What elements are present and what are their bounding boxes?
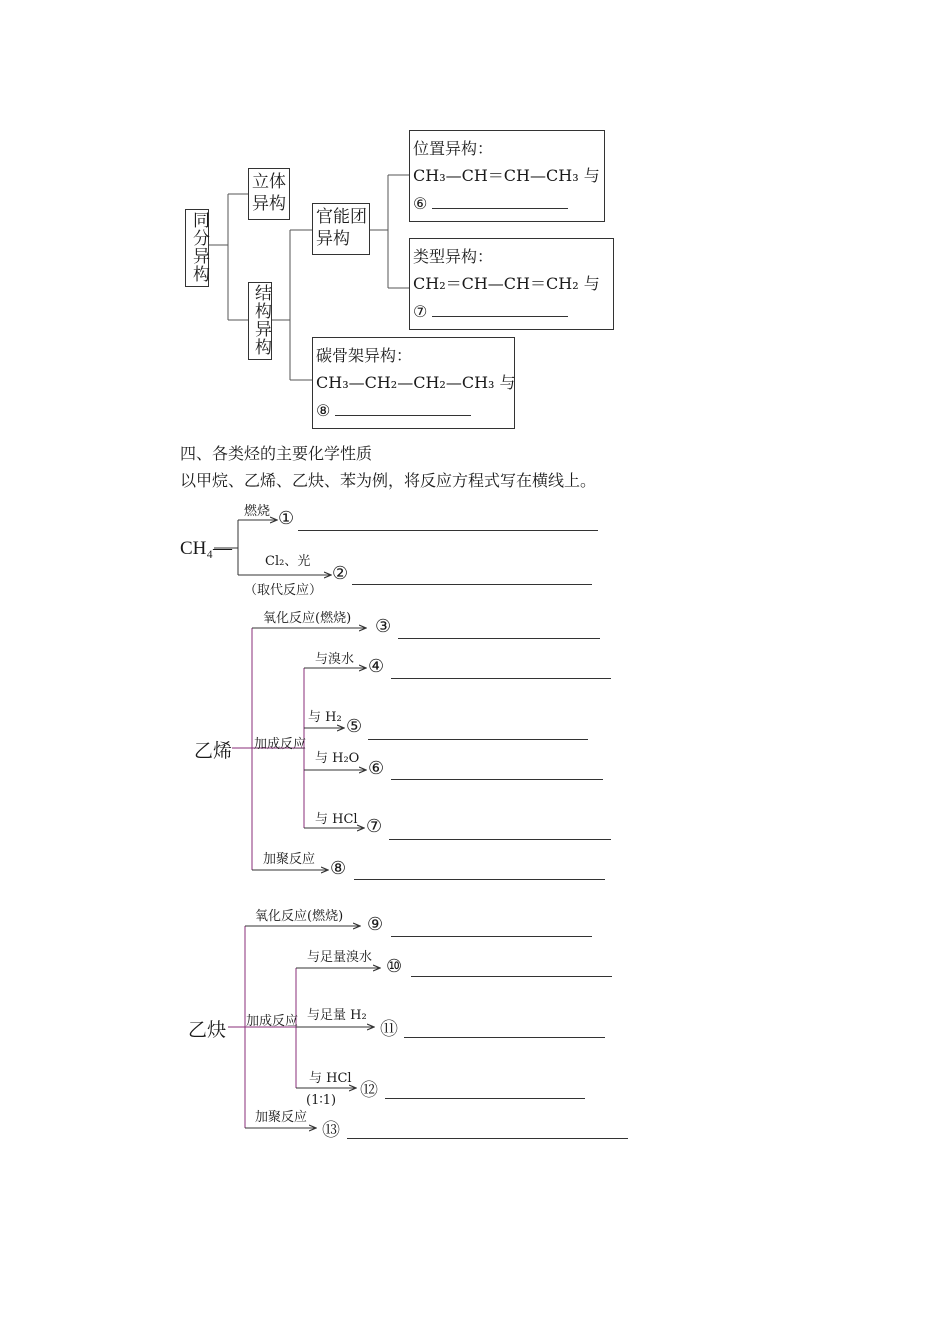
- ethylene-addition-label: 加成反应: [254, 737, 307, 752]
- carbon-skeleton-isomer-box: [312, 337, 515, 429]
- type-isomer-title: 类型异构：: [413, 247, 494, 266]
- type-isomer-marker: ⑦: [413, 302, 428, 321]
- acetylene-polymer-blank[interactable]: [347, 1124, 628, 1139]
- acetylene-oxidation-marker: ⑨: [367, 914, 384, 935]
- acetylene-bromine-label: 与足量溴水: [307, 950, 373, 965]
- ethylene-bromine-blank[interactable]: [391, 664, 611, 679]
- functional-isomer-box: [312, 203, 370, 255]
- acetylene-bromine-marker: ⑩: [386, 956, 403, 977]
- acetylene-h2-marker: ⑪: [380, 1019, 398, 1040]
- ethylene-bromine-marker: ④: [368, 656, 385, 677]
- carbon-skeleton-isomer-answer-row: [316, 401, 471, 420]
- type-isomer-answer-blank[interactable]: [432, 302, 568, 317]
- ethylene-polymer-marker: ⑧: [330, 858, 347, 879]
- stereo-isomer-box: [248, 168, 290, 220]
- type-isomer-formula: CH₂＝CH—CH＝CH₂: [413, 274, 579, 293]
- acetylene-polymer-marker: ⑬: [322, 1120, 340, 1141]
- ethylene-hcl-blank[interactable]: [389, 825, 611, 840]
- position-isomer-title: 位置异构：: [413, 139, 494, 158]
- ethylene-h2o-marker: ⑥: [368, 758, 385, 779]
- acetylene-oxidation-label: 氧化反应(燃烧): [255, 909, 344, 924]
- ethylene-oxidation-blank[interactable]: [398, 624, 600, 639]
- type-isomer-connector: 与: [583, 274, 600, 293]
- acetylene-hcl-marker: ⑫: [360, 1080, 378, 1101]
- position-isomer-box: [409, 130, 605, 222]
- structural-isomer-box: [248, 282, 272, 360]
- carbon-skeleton-isomer-formula-row: [316, 370, 516, 393]
- acetylene-hcl-ratio: (1∶1): [306, 1093, 337, 1108]
- methane-substitution-marker: ②: [332, 563, 349, 584]
- ethylene-h2o-label: 与 H₂O: [315, 751, 360, 766]
- acetylene-oxidation-blank[interactable]: [391, 922, 592, 937]
- carbon-skeleton-isomer-marker: ⑧: [316, 401, 331, 420]
- acetylene-h2-blank[interactable]: [404, 1023, 605, 1038]
- ethylene-oxidation-label: 氧化反应(燃烧): [263, 611, 352, 626]
- position-isomer-connector: 与: [583, 166, 600, 185]
- ethylene-oxidation-marker: ③: [375, 616, 392, 637]
- acetylene-bromine-blank[interactable]: [411, 962, 612, 977]
- acetylene-hcl-label: 与 HCl: [309, 1071, 352, 1086]
- position-isomer-answer-blank[interactable]: [432, 194, 568, 209]
- position-isomer-answer-row: [413, 194, 568, 213]
- acetylene-polymer-label: 加聚反应: [255, 1110, 308, 1125]
- isomer-root-label: 同分异构: [189, 211, 209, 283]
- methane-combustion-marker: ①: [278, 508, 295, 529]
- ethylene-root: 乙烯: [194, 740, 233, 762]
- structural-isomer-label: 结构异构: [251, 284, 271, 356]
- section-heading: 四、各类烃的主要化学性质: [180, 444, 373, 463]
- type-isomer-box: [409, 238, 614, 330]
- acetylene-root: 乙炔: [188, 1019, 227, 1041]
- methane-substitution-note: （取代反应）: [244, 583, 323, 598]
- functional-isomer-label: 官能团异构: [316, 207, 367, 249]
- ethylene-polymer-blank[interactable]: [354, 865, 605, 880]
- ethylene-h2-marker: ⑤: [346, 716, 363, 737]
- methane-root: CH₄—: [180, 538, 233, 559]
- methane-combustion-label: 燃烧: [244, 504, 271, 519]
- section-instruction: 以甲烷、乙烯、乙炔、苯为例，将反应方程式写在横线上。: [180, 471, 597, 490]
- position-isomer-formula: CH₃—CH＝CH—CH₃: [413, 166, 579, 185]
- type-isomer-answer-row: [413, 302, 568, 321]
- type-isomer-formula-row: [413, 271, 600, 294]
- position-isomer-marker: ⑥: [413, 194, 428, 213]
- carbon-skeleton-isomer-formula: CH₃—CH₂—CH₂—CH₃: [316, 373, 495, 392]
- methane-substitution-blank[interactable]: [352, 570, 592, 585]
- acetylene-addition-label: 加成反应: [246, 1014, 299, 1029]
- ethylene-h2-label: 与 H₂: [308, 710, 342, 725]
- acetylene-hcl-blank[interactable]: [385, 1084, 585, 1099]
- carbon-skeleton-isomer-answer-blank[interactable]: [335, 401, 471, 416]
- ethylene-h2o-blank[interactable]: [391, 765, 603, 780]
- ethylene-bromine-label: 与溴水: [315, 652, 355, 667]
- ethylene-h2-blank[interactable]: [368, 725, 588, 740]
- isomer-root-box: [185, 209, 209, 287]
- position-isomer-formula-row: [413, 163, 600, 186]
- carbon-skeleton-isomer-connector: 与: [499, 373, 516, 392]
- stereo-isomer-label: 立体异构: [252, 172, 286, 214]
- methane-substitution-label: Cl₂、光: [265, 554, 311, 569]
- carbon-skeleton-isomer-title: 碳骨架异构：: [316, 346, 413, 365]
- ethylene-hcl-marker: ⑦: [366, 816, 383, 837]
- methane-combustion-blank[interactable]: [298, 516, 598, 531]
- acetylene-h2-label: 与足量 H₂: [307, 1008, 367, 1023]
- ethylene-hcl-label: 与 HCl: [315, 812, 358, 827]
- ethylene-polymer-label: 加聚反应: [263, 852, 316, 867]
